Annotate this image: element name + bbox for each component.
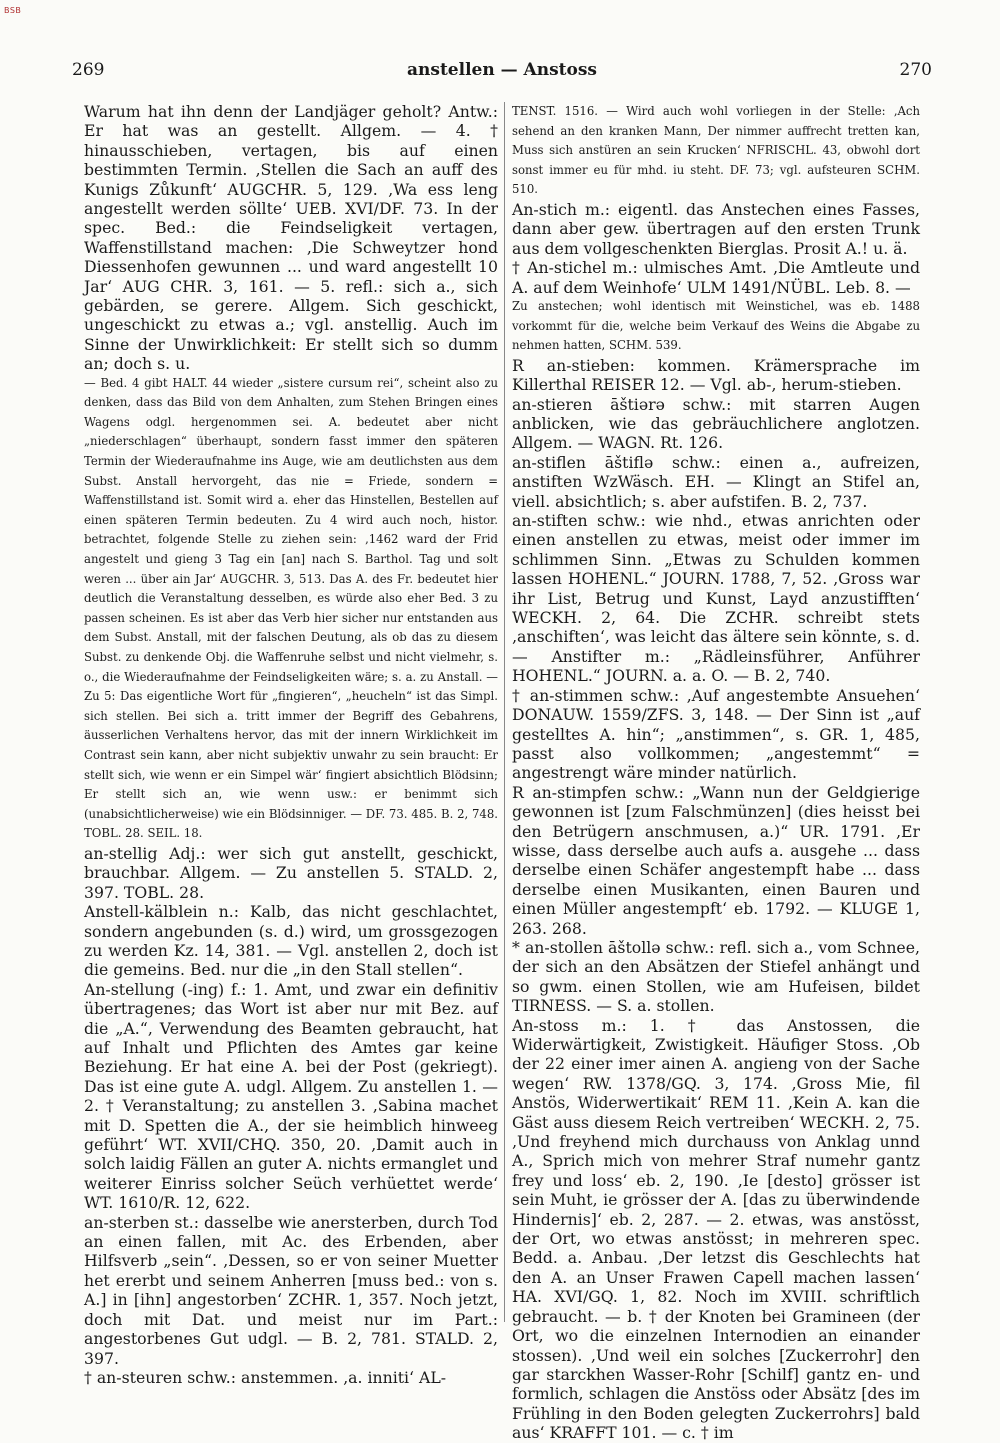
right-column — [512, 102, 920, 1443]
entry-anstimmen: † an-stimmen schw.: ‚Auf angestembte Ansuehen‘ DONAUW. 1559/ZFS. 3, 148. — Der Sinn ist „auf gestelltes A. hin“; „anstimmen“, s. GR. 1, 485, passt also vollkommen; „angestemmt“ = angestrengt wäre minder natürlich. — [512, 685, 920, 783]
entry-anstellung: An-stellung (-ing) f.: 1. Amt, und zwar ein definitiv übertragenes; das Wort ist aber nur mit Bez. auf die „A.“, Verwendung des Beamten gebraucht, hat auf Inhalt und Pflichten des Amtes gar keine Beziehung. Er hat eine A. bei der Post (gekriegt). Das ist eine gute A. udgl. Allgem. Zu anstellen 1. — 2. † Veranstaltung; zu anstellen 3. ‚Sabina machet mit D. Spetten die A., der sie heimblich hinweeg geführt‘ WT. XVII/CHQ. 350, 20. ‚Damit auch in solch laidig Fällen an guter A. nichts ermanglet und weiterer Einriss solcher Seüch verhüettet werde‘ WT. 1610/R. 12, 622. — [84, 979, 498, 1213]
entry-ansteuren: † an-steuren schw.: anstemmen. ‚a. innitiʻ AL- — [84, 1367, 447, 1387]
note-anstellen: — Bed. 4 gibt HALT. 44 wieder „sistere cursum rei“, scheint also zu denken, dass das Bild von dem Anhalten, zum Stehen Bringen eines Wagens odgl. hergenommen sei. A. bedeutet aber nicht „niederschlagen“ überhaupt, sondern fasst immer den späteren Termin der Wiederaufnahme ins Auge, wie am deutlichsten aus dem Subst. Anstall hervorgeht, das nie = Friede, sondern = Waffenstillstand ist. Somit wird a. eher das Hinstellen, Bestellen auf einen späteren Termin bedeuten. Zu 4 wird auch noch, histor. betrachtet, folgende Stelle zu ziehen sein: ‚1462 ward der Frid angestelt und gieng 3 Tag ein [an] nach S. Barthol. Tag und solt weren ... über ain Jar‘ AUGCHR. 3, 513. Das A. des Fr. bedeutet hier deutlich die Veranstaltung desselben, es würde also eher Bed. 3 zu passen scheinen. Es ist aber das Verb hier sicher nur entstanden aus dem Subst. Anstall, mit der falschen Deutung, als ob das zu diesem Subst. zu denkende Obj. die Waffenruhe selbst und nicht vielmehr, s. o., die Wiederaufnahme der Feindseligkeiten wäre; s. a. zu Anstall. — Zu 5: Das eigentliche Wort für „fingieren“, „heucheln“ ist das Simpl. sich stellen. Bei sich a. tritt immer der Begriff des Gebahrens, äusserlichen Verhaltens hervor, das mit der innern Wirklichkeit im Contrast sein kann, aber nicht subjektiv unwahr zu sein braucht: Er stellt sich, wie wenn er ein Simpel wär‘ fingiert absichtlich Blödsinn; Er stellt sich an, wie wenn usw.: er benimmt sich (unabsichtlicherweise) wie ein Blödsinniger. — DF. 73. 485. B. 2, 748. TOBL. 28. SEIL. 18. — [84, 375, 498, 841]
entry-anstimpfen: R an-stimpfen schw.: „Wann nun der Geldgierige gewonnen ist [zum Falschmünzen] (dies heisst bei den Betrügern anschmusen, a.)“ UR. 1791. ‚Er wisse, dass derselbe auch aufs a. ausgehe ... dass derselbe einen Schäfer angestempft habe ... dass derselbe einen Musikanten, einen Bauren und einen Müller angestempft‘ eb. 1792. — KLUGE 1, 263. 268. — [512, 782, 920, 938]
entry-anstellig: an-stellig Adj.: wer sich gut anstellt, geschickt, brauchbar. Allgem. — Zu anstellen 5. STALD. 2, 397. TOBL. 28. — [84, 843, 498, 902]
entry-anstiflen: an-stiflen āštiflə schw.: einen a., aufreizen, anstiften WzWäsch. EH. — Klingt an Stifel an, viell. absichtlich; s. aber aufstifen. B. 2, 737. — [512, 452, 920, 511]
left-column — [84, 102, 498, 1387]
page-number-left: 269 — [72, 60, 105, 80]
running-title: anstellen — Anstoss — [407, 60, 597, 80]
library-stamp: BSB — [4, 6, 22, 15]
entry-anstellen-cont: Warum hat ihn denn der Landjäger geholt? Antw.: Er hat was an gestellt. Allgem. — 4. † hinausschieben, vertagen, bis auf einen bestimmten Termin. ‚Stellen die Sach an auff des Kunigs Zůkunft‘ AUGCHR. 5, 129. ‚Wa ess leng angestellt werden söllte‘ UEB. XVI/DF. 73. In der spec. Bed.: die Feindseligkeit vertagen, Waffenstillstand machen: ‚Die Schweytzer hond Diessenhofen gewunnen ... und ward angestellt 10 Jar‘ AUG CHR. 3, 161. — 5. refl.: sich a., sich gebärden, se gerere. Allgem. Sich geschickt, ungeschickt zu etwas a.; vgl. anstellig. Auch im Sinne der Unwirklichkeit: Er stellt sich so dumm an; doch s. u. — [84, 102, 498, 374]
entry-anstich: An-stich m.: eigentl. das Anstechen eines Fasses, dann aber gew. übertragen auf den ersten Trunk aus dem vollgeschenkten Bierglas. Prosit A.! u. ä. — [512, 199, 920, 258]
entry-anstoss: An-stoss m.: 1. † das Anstossen, die Widerwärtigkeit, Zwistigkeit. Häufiger Stoss. ‚Ob der 22 einer imer ainen A. angieng von der Sache wegen‘ RW. 1378/GQ. 3, 174. ‚Gross Mie, fil Anstös, Widerwertikait‘ REM 11. ‚Kein A. kan die Gäst auss diesem Reich vertreiben‘ WECKH. 2, 75. ‚Und freyhend mich durchauss von Anklag unnd A., Sprich mich von mehrer Straf numehr gantz frey und loss‘ eb. 2, 190. ‚Ie [desto] grösser ist sein Muht, ie grösser der A. [das zu überwindende Hindernis]‘ eb. 2, 287. — 2. etwas, was anstösst, der Ort, wo etwas anstösst; in mehreren spec. Bedd. a. Anbau. ‚Der letzst dis Geschlechts hat den A. an Unser Frawen Capell machen lassen‘ HA. XVI/GQ. 1, 82. Noch im XVIII. schriftlich gebraucht. — b. † der Knoten bei Gramineen (der Ort, wo die einzelnen Internodien an einander stossen). ‚Und weil ein solches [Zuckerrohr] den gar starckhen Wasser-Rohr [Schilf] gantz en- und formlich, schlagen die Anstöss oder Absätz [des im Frühling in den Boden gelegten Zuckerrohrs] bald aus‘ KRAFFT 101. — c. † im — [512, 1015, 920, 1443]
entry-ansterben: an-sterben st.: dasselbe wie anersterben, durch Tod an einen fallen, mit Ac. des Erbenden, aber Hilfsverb „sein“. ‚Dessen, so er von seiner Muetter het ererbt und seinem Anherren [muss bed.: von s. A.] in [ihn] angestorben‘ ZCHR. 1, 357. Noch jetzt, doch mit Dat. und meist nur im Part.: angestorbenes Gut udgl. — B. 2, 781. STALD. 2, 397. — [84, 1212, 498, 1368]
entry-anstiften: an-stiften schw.: wie nhd., etwas anrichten oder einen anstellen zu etwas, meist oder immer im schlimmen Sinn. „Etwas zu Schulden kommen lassen HOHENL.“ JOURN. 1788, 7, 52. ‚Gross war ihr List, Betrug und Kunst, Layd anzustifften‘ WECKH. 2, 64. Die ZCHR. schreibt stets ‚anschiften‘, was leicht das ältere sein könnte, s. d. — Anstifter m.: „Rädleinsführer, Anführer HOHENL.“ JOURN. a. a. O. — B. 2, 740. — [512, 511, 920, 686]
running-header — [72, 60, 932, 90]
entry-anstell-kaelblein: Anstell-kälblein n.: Kalb, das nicht geschlachtet, sondern angebunden (s. d.) wird, um grossgezogen zu werden Kz. 14, 381. — Vgl. anstellen 2, doch ist die gemeins. Bed. nur die „in den Stall stellen“. — [84, 902, 498, 980]
entry-anstieren: an-stieren āštiərə schw.: mit starren Augen anblicken, wie das gebräuchlichere anglotzen. Allgem. — WAGN. Rt. 126. — [512, 394, 920, 453]
entry-anstollen: * an-stollen āštollə schw.: refl. sich a., vom Schnee, der sich an den Absätzen der Stiefel anhängt und so gwm. einen Stollen, wie am Hufeisen, bildet TIRNESS. — S. a. stollen. — [512, 937, 920, 1016]
entry-anstichel: † An-stichel m.: ulmisches Amt. ‚Die Amtleute und A. auf dem Weinhofe‘ ULM 1491/NÜBL. Leb. 8. — — [512, 258, 920, 297]
entry-anstieben: R an-stieben: kommen. Krämersprache im Killerthal REISER 12. — Vgl. ab-, herum-stieben. — [512, 355, 920, 395]
note-anstichel: Zu anstechen; wohl identisch mit Weinstichel, was eb. 1488 vorkommt für die, welche beim Verkauf des Weins die Abgabe zu nehmen hatten, SCHM. 539. — [512, 299, 920, 353]
column-rule — [504, 102, 505, 1322]
page-number-right: 270 — [899, 60, 932, 80]
note-ansteuren: TENST. 1516. — Wird auch wohl vorliegen in der Stelle: ‚Ach sehend an den kranken Mann, Der nimmer auffrecht tretten kan, Muss sich anstüren an sein Krucken‘ NFRISCHL. 43, obwohl dort sonst immer eu für mhd. iu steht. DF. 73; vgl. aufsteuren SCHM. 510. — [512, 104, 920, 197]
